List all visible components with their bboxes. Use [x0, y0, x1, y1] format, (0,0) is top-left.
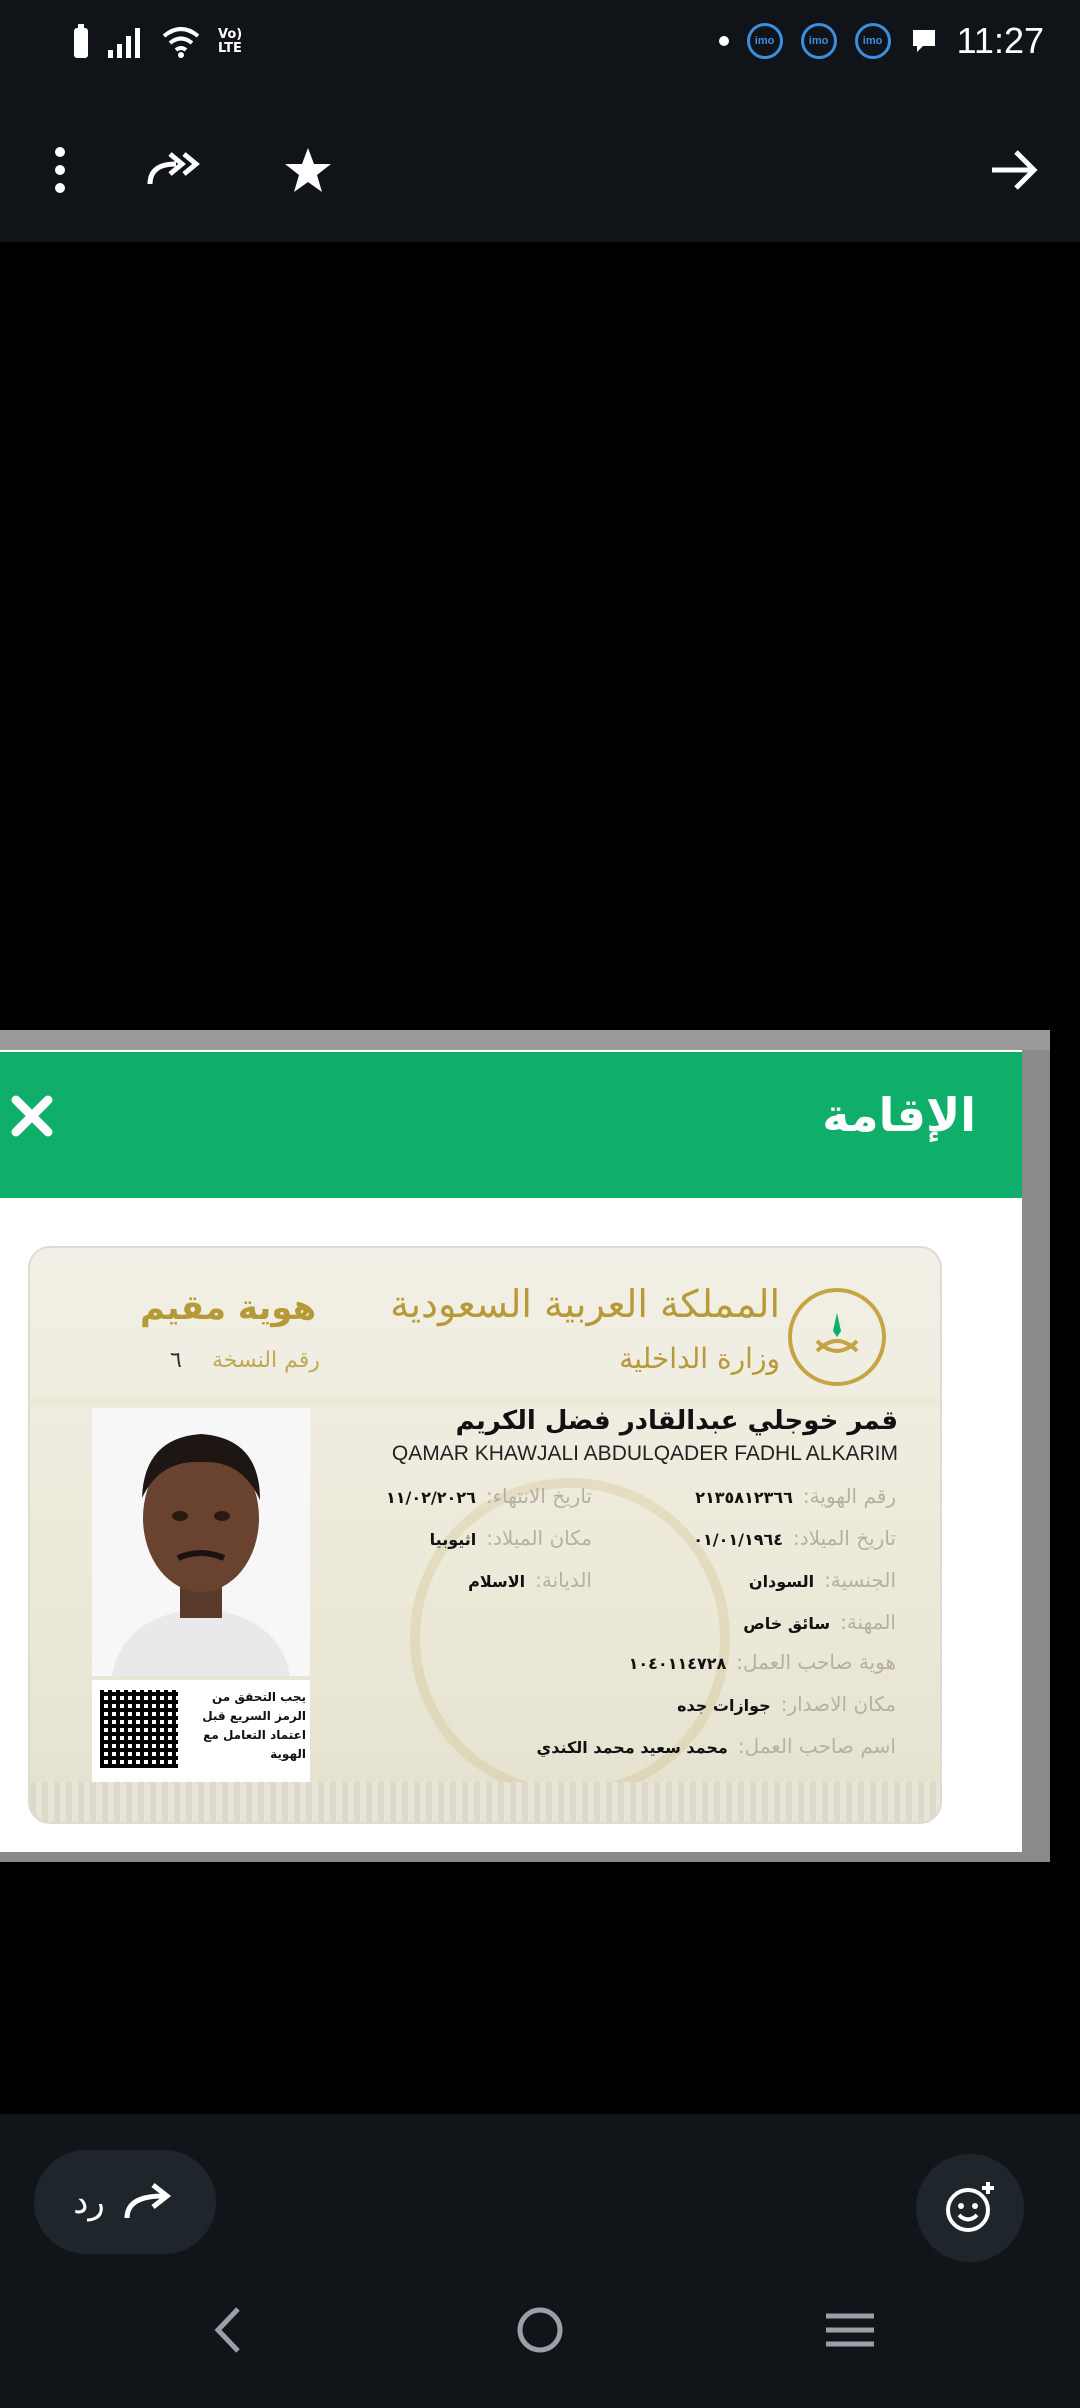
network-type-label: Vo) LTE — [218, 27, 243, 56]
field-value: ٠١/٠١/١٩٦٤ — [693, 1530, 784, 1549]
close-icon — [8, 1092, 56, 1140]
back-icon — [208, 2305, 248, 2355]
reply-arrow-icon — [123, 2182, 177, 2222]
recents-icon — [824, 2310, 876, 2350]
field-value: سائق خاص — [743, 1614, 831, 1633]
field-label: هوية صاحب العمل: — [736, 1650, 896, 1674]
field-birth-date — [693, 1526, 896, 1550]
field-id-number — [695, 1484, 896, 1508]
saudi-emblem-icon — [788, 1288, 886, 1386]
field-value: الاسلام — [468, 1572, 526, 1591]
field-value: السودان — [748, 1572, 815, 1591]
field-label: المهنة: — [840, 1610, 896, 1634]
imo-notification-icon: imo — [855, 23, 891, 59]
card-title: هوية مقيم — [140, 1288, 317, 1328]
field-label: مكان الاصدار: — [780, 1692, 896, 1716]
status-time: 11:27 — [956, 20, 1044, 61]
field-value: ١١/٠٢/٢٠٢٦ — [386, 1488, 476, 1507]
home-icon — [515, 2305, 565, 2355]
reply-label: رد — [73, 2182, 105, 2222]
field-issue-place — [677, 1692, 896, 1716]
field-occupation — [743, 1610, 896, 1634]
field-label: اسم صاحب العمل: — [737, 1734, 896, 1758]
field-label: رقم الهوية: — [802, 1484, 896, 1508]
field-expiry — [386, 1484, 592, 1508]
forward-button[interactable] — [974, 130, 1054, 210]
reply-button[interactable] — [34, 2150, 216, 2254]
residence-id-card — [28, 1246, 942, 1824]
field-value: محمد سعيد محمد الكندي — [536, 1738, 728, 1757]
field-label: تاريخ الانتهاء: — [485, 1484, 592, 1508]
chat-bubble-icon — [909, 26, 939, 56]
ministry-name: وزارة الداخلية — [619, 1342, 780, 1375]
field-value: جوازات جده — [677, 1696, 771, 1715]
field-label: الجنسية: — [824, 1568, 896, 1592]
battery-icon — [72, 24, 90, 60]
holder-photo — [92, 1408, 310, 1676]
forward-all-button[interactable] — [136, 130, 216, 210]
image-viewer[interactable] — [0, 242, 1080, 2114]
nav-home-button[interactable] — [500, 2290, 580, 2370]
card-pattern — [30, 1782, 940, 1822]
holder-name-arabic: قمر خوجلي عبدالقادر فضل الكريم — [455, 1406, 898, 1436]
field-value: ٢١٣٥٨١٢٣٦٦ — [695, 1488, 793, 1507]
star-icon — [283, 146, 333, 194]
qr-code-box — [92, 1680, 310, 1782]
shared-screenshot — [0, 1032, 1022, 1852]
version-value: ٦ — [170, 1348, 182, 1373]
field-label: الديانة: — [535, 1568, 592, 1592]
arrow-right-icon — [990, 149, 1038, 191]
imo-notification-icon: imo — [747, 23, 783, 59]
add-reaction-button[interactable] — [916, 2154, 1024, 2262]
field-religion — [468, 1568, 592, 1592]
qr-code-icon — [100, 1690, 178, 1768]
holder-name-english: QAMAR KHAWJALI ABDULQADER FADHL ALKARIM — [391, 1442, 898, 1465]
status-left — [72, 24, 252, 60]
field-value: اثيوبيا — [429, 1530, 477, 1549]
add-emoji-icon — [942, 2180, 998, 2236]
nav-recents-button[interactable] — [810, 2290, 890, 2370]
field-birth-place — [430, 1526, 592, 1550]
forward-all-icon — [146, 150, 206, 190]
field-employer-id — [629, 1650, 896, 1674]
dialog-header — [0, 1052, 1022, 1198]
field-employer-name — [537, 1734, 896, 1758]
notification-dot-icon — [719, 36, 729, 46]
media-viewer-toolbar — [0, 90, 1080, 242]
more-options-button[interactable] — [20, 130, 100, 210]
field-label: تاريخ الميلاد: — [793, 1526, 896, 1550]
version-label: رقم النسخة — [212, 1348, 320, 1373]
status-bar — [0, 0, 1080, 90]
signal-icon — [108, 26, 144, 58]
kingdom-name: المملكة العربية السعودية — [390, 1282, 780, 1326]
status-right — [719, 20, 1044, 62]
dialog-title: الإقامة — [822, 1088, 976, 1142]
card-band — [30, 1398, 940, 1406]
qr-note: يجب التحقق من الرمز السريع قبل اعتماد التعامل مع الهوية — [202, 1690, 306, 1761]
system-navigation-bar — [0, 2250, 1080, 2408]
field-label: مكان الميلاد: — [486, 1526, 592, 1550]
more-vertical-icon — [52, 145, 68, 195]
field-nationality — [749, 1568, 896, 1592]
nav-back-button[interactable] — [188, 2290, 268, 2370]
field-value: ١٠٤٠١١٤٧٢٨ — [628, 1654, 727, 1673]
screenshot-top-edge — [0, 1030, 1050, 1050]
imo-notification-icon: imo — [801, 23, 837, 59]
star-button[interactable] — [268, 130, 348, 210]
wifi-icon — [162, 26, 200, 58]
